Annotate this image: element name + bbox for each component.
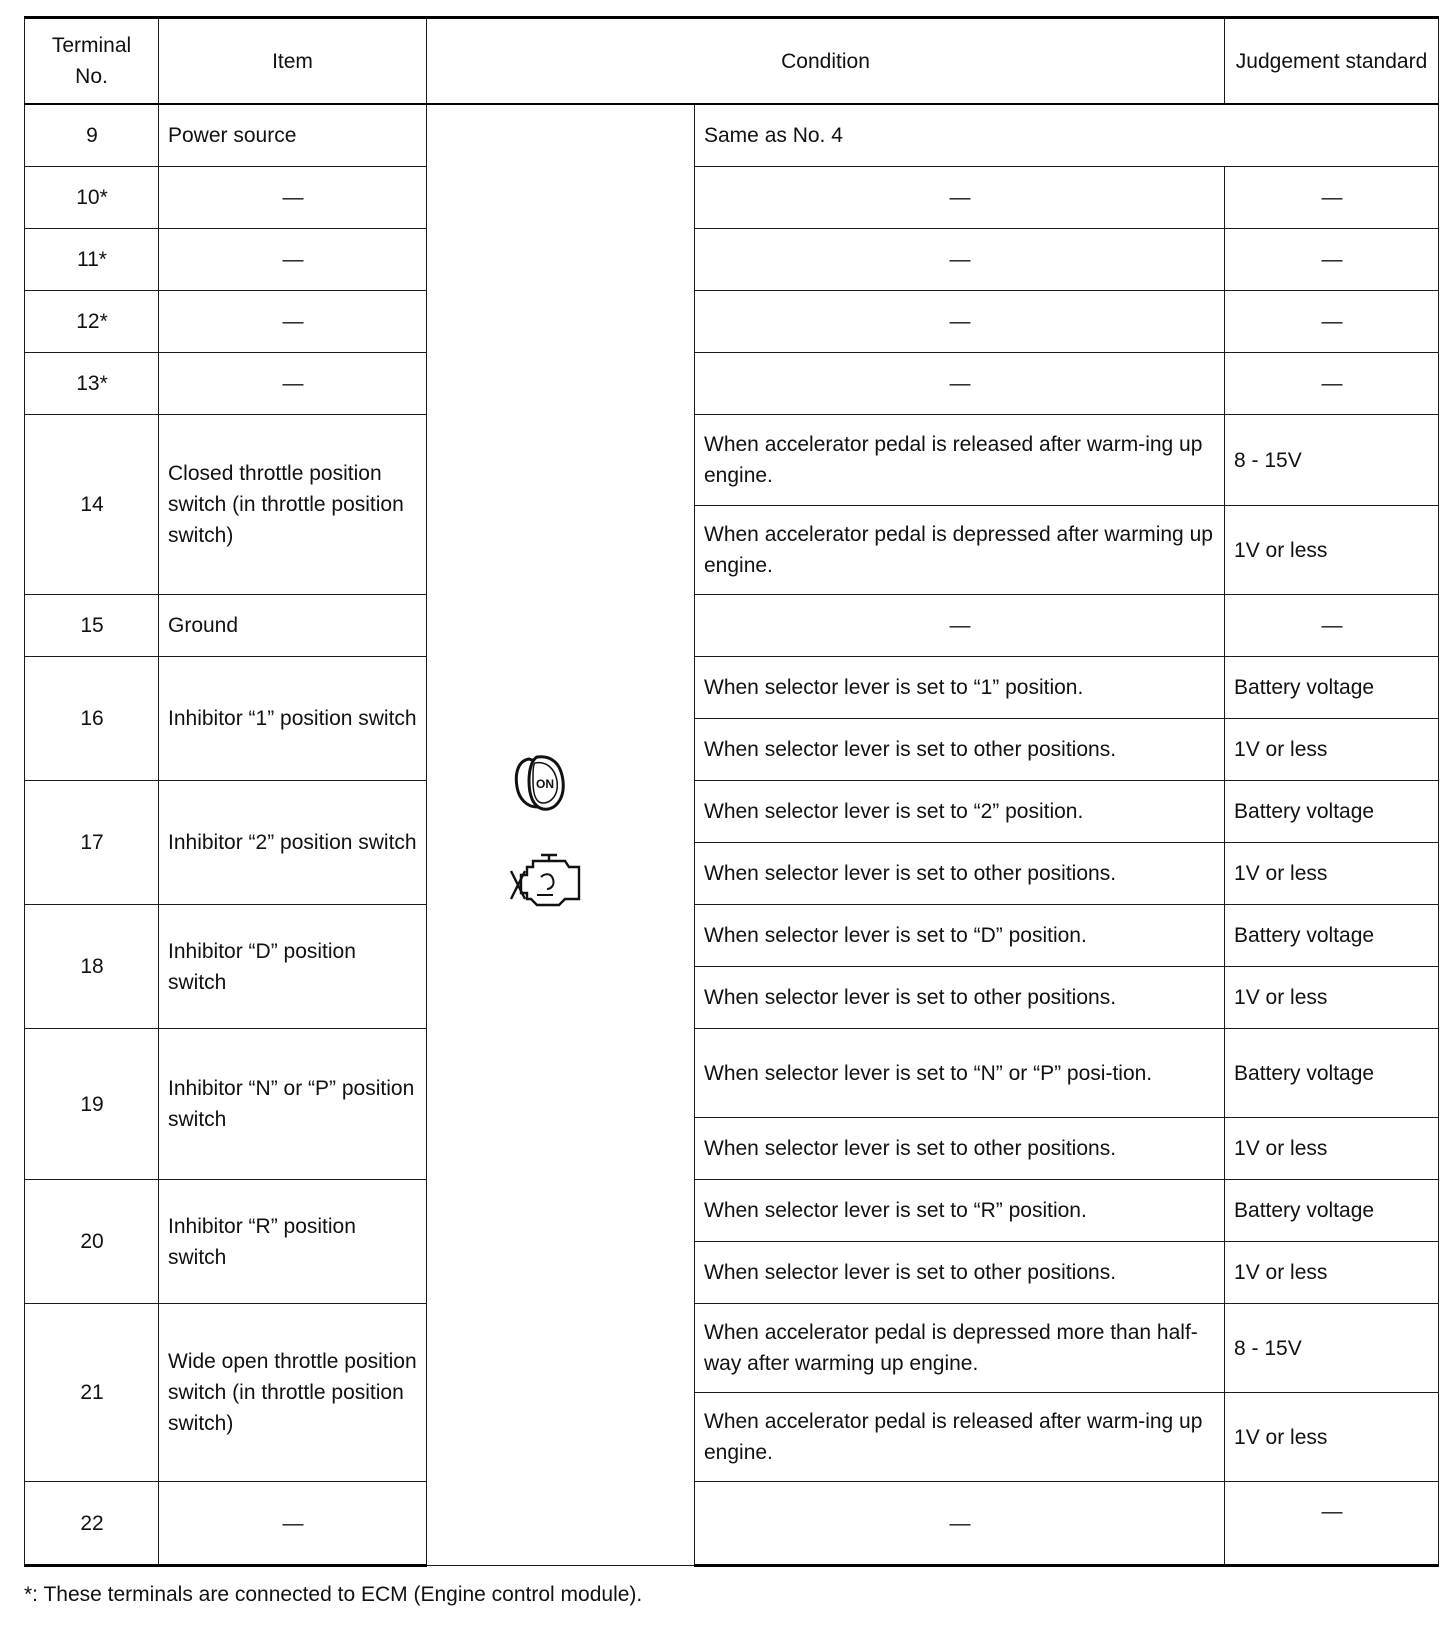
judgement-cell: 1V or less xyxy=(1225,1118,1439,1180)
condition-cell: When accelerator pedal is depressed more than half-way after warming up engine. xyxy=(695,1304,1225,1393)
judgement-cell: 1V or less xyxy=(1225,1242,1439,1304)
judgement-cell: 1V or less xyxy=(1225,967,1439,1029)
table-row xyxy=(25,353,1439,415)
condition-cell: When accelerator pedal is depressed after warming up engine. xyxy=(695,506,1225,595)
judgement-cell: Battery voltage xyxy=(1225,1029,1439,1118)
terminal-no: 18 xyxy=(25,905,159,1029)
condition-cell: When accelerator pedal is released after warm-ing up engine. xyxy=(695,1393,1225,1482)
item-cell: — xyxy=(159,229,427,291)
terminal-no: 11* xyxy=(25,229,159,291)
table-row xyxy=(25,595,1439,657)
key-on-label: ON xyxy=(535,776,554,791)
item-cell: Inhibitor “N” or “P” position switch xyxy=(159,1029,427,1180)
table-row xyxy=(25,104,1439,167)
judgement-cell: — xyxy=(1225,291,1439,353)
item-cell: Inhibitor “R” position switch xyxy=(159,1180,427,1304)
item-cell: Inhibitor “1” position switch xyxy=(159,657,427,781)
terminal-no: 21 xyxy=(25,1304,159,1482)
condition-cell: When selector lever is set to other positions. xyxy=(695,967,1225,1029)
judgement-cell: 1V or less xyxy=(1225,506,1439,595)
item-cell: Wide open throttle position switch (in throttle position switch) xyxy=(159,1304,427,1482)
item-cell: Inhibitor “D” position switch xyxy=(159,905,427,1029)
header-item: Item xyxy=(159,18,427,105)
judgement-cell: — xyxy=(1225,595,1439,657)
item-cell: Inhibitor “2” position switch xyxy=(159,781,427,905)
table-row xyxy=(25,415,1439,506)
table-row xyxy=(25,1180,1439,1242)
item-cell: Closed throttle position switch (in throttle position switch) xyxy=(159,415,427,595)
footnote: *: These terminals are connected to ECM (Engine control module). xyxy=(24,1583,643,1606)
header-judgement: Judgement standard xyxy=(1225,18,1439,105)
item-cell: Ground xyxy=(159,595,427,657)
judgement-cell: Battery voltage xyxy=(1225,781,1439,843)
condition-cell: — xyxy=(695,291,1225,353)
terminal-no: 19 xyxy=(25,1029,159,1180)
condition-cell: When selector lever is set to “R” position. xyxy=(695,1180,1225,1242)
judgement-cell: — xyxy=(1225,353,1439,415)
table-row xyxy=(25,905,1439,967)
condition-cell: When selector lever is set to “D” position. xyxy=(695,905,1225,967)
table-row xyxy=(25,1029,1439,1118)
table-row xyxy=(25,167,1439,229)
condition-cell: When accelerator pedal is released after warm-ing up engine. xyxy=(695,415,1225,506)
table-row xyxy=(25,1482,1439,1566)
header-condition: Condition xyxy=(427,18,1225,105)
condition-cell: — xyxy=(695,353,1225,415)
table-row xyxy=(25,781,1439,843)
terminal-no: 9 xyxy=(25,104,159,167)
item-cell: — xyxy=(159,291,427,353)
terminal-no: 12* xyxy=(25,291,159,353)
terminal-table xyxy=(24,16,1439,1567)
header-terminal-no: Terminal No. xyxy=(25,18,159,105)
judgement-cell: Battery voltage xyxy=(1225,905,1439,967)
table-row xyxy=(25,1304,1439,1393)
item-cell: Power source xyxy=(159,104,427,167)
item-cell: — xyxy=(159,167,427,229)
judgement-cell: — xyxy=(1225,167,1439,229)
terminal-no: 15 xyxy=(25,595,159,657)
item-cell: — xyxy=(159,353,427,415)
item-cell: — xyxy=(159,1482,427,1566)
engine-running-icon xyxy=(511,855,579,905)
ignition-on-key-icon xyxy=(516,756,563,809)
judgement-cell: 1V or less xyxy=(1225,1393,1439,1482)
judgement-cell: 8 - 15V xyxy=(1225,1304,1439,1393)
table-header-row xyxy=(25,18,1439,105)
condition-icons-cell xyxy=(427,104,695,1566)
judgement-cell: Battery voltage xyxy=(1225,657,1439,719)
condition-cell: When selector lever is set to other positions. xyxy=(695,719,1225,781)
terminal-no: 13* xyxy=(25,353,159,415)
table-row xyxy=(25,229,1439,291)
table-row xyxy=(25,291,1439,353)
condition-cell: When selector lever is set to “1” position. xyxy=(695,657,1225,719)
terminal-table-sheet xyxy=(24,16,1438,1567)
judgement-cell: Battery voltage xyxy=(1225,1180,1439,1242)
condition-cell: When selector lever is set to “N” or “P” posi-tion. xyxy=(695,1029,1225,1118)
judgement-cell: 1V or less xyxy=(1225,719,1439,781)
condition-cell: — xyxy=(695,229,1225,291)
judgement-cell: 1V or less xyxy=(1225,843,1439,905)
terminal-no: 16 xyxy=(25,657,159,781)
terminal-no: 22 xyxy=(25,1482,159,1566)
condition-icons-svg xyxy=(507,751,587,911)
condition-cell: When selector lever is set to “2” position. xyxy=(695,781,1225,843)
judgement-cell: — xyxy=(1225,1482,1439,1566)
condition-cell: When selector lever is set to other positions. xyxy=(695,1242,1225,1304)
table-row xyxy=(25,657,1439,719)
judgement-cell: 8 - 15V xyxy=(1225,415,1439,506)
condition-icons xyxy=(507,751,587,911)
condition-cell: When selector lever is set to other positions. xyxy=(695,1118,1225,1180)
terminal-no: 14 xyxy=(25,415,159,595)
condition-cell: — xyxy=(695,1482,1225,1566)
condition-cell: Same as No. 4 xyxy=(695,104,1439,167)
judgement-cell: — xyxy=(1225,229,1439,291)
condition-cell: When selector lever is set to other positions. xyxy=(695,843,1225,905)
terminal-no: 10* xyxy=(25,167,159,229)
condition-cell: — xyxy=(695,167,1225,229)
condition-cell: — xyxy=(695,595,1225,657)
terminal-no: 17 xyxy=(25,781,159,905)
terminal-no: 20 xyxy=(25,1180,159,1304)
